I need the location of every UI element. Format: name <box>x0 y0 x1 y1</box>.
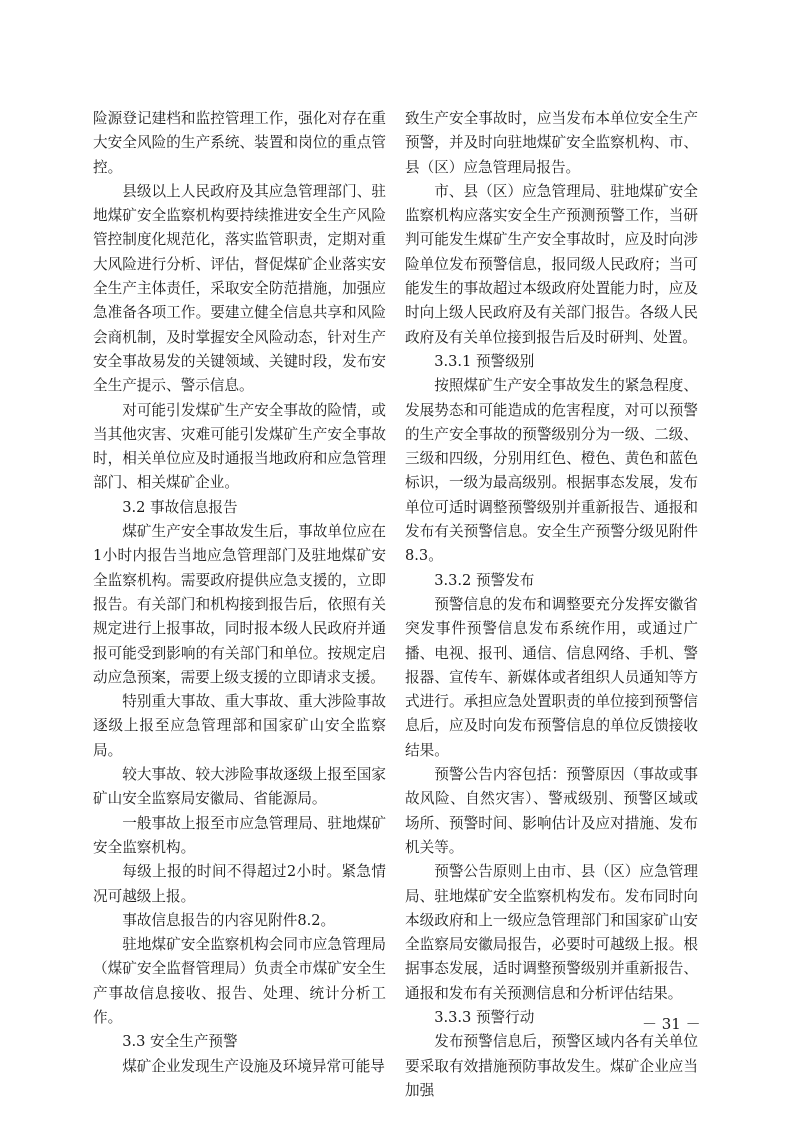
paragraph: 县级以上人民政府及其应急管理部门、驻地煤矿安全监察机构要持续推进安全生产风险管控制度化规范化，落实监管职责，定期对重大风险进行分析、评估，督促煤矿企业落实安全生产主体责任，采取安全防范措施，加强应急准备各项工作。要建立健全信息共享和风险会商机制，及时掌握安全风险动态，针对生产安全事故易发的关键领域、关键时段，发布安全生产提示、警示信息。 <box>93 182 386 395</box>
paragraph: 煤矿生产安全事故发生后，事故单位应在1小时内报告当地应急管理部门及驻地煤矿安全监察机构。需要政府提供应急支援的，立即报告。有关部门和机构接到报告后，依照有关规定进行上报事故，同时报本级人民政府并通报可能受到影响的有关部门和单位。按规定启动应急预案，需要上级支援的立即请求支援。 <box>93 523 386 686</box>
paragraph: 煤矿企业发现生产设施及环境异常可能导 <box>122 1057 385 1075</box>
section-heading: 3.3 安全生产预警 <box>122 1033 238 1051</box>
paragraph: 发布预警信息后，预警区域内各有关单位要采取有效措施预防事故发生。煤矿企业应当加强 <box>405 1033 698 1099</box>
section-heading: 3.3.2 预警发布 <box>434 571 535 589</box>
paragraph: 预警公告原则上由市、县（区）应急管理局、驻地煤矿安全监察机构发布。发布同时向本级政府和上一级应急管理部门和国家矿山安全监察局安徽局报告，必要时可越级上报。根据事态发展，适时调整预警级别并重新报告、通报和发布有关预测信息和分析评估结果。 <box>405 863 698 1002</box>
page-number: － 31 － <box>642 1015 701 1033</box>
paragraph: 事故信息报告的内容见附件8.2。 <box>122 911 336 929</box>
paragraph: 较大事故、较大涉险事故逐级上报至国家矿山安全监察局安徽局、省能源局。 <box>93 766 386 808</box>
right-column <box>405 107 698 1103</box>
paragraph: 市、县（区）应急管理局、驻地煤矿安全监察机构应落实安全生产预测预警工作，当研判可能发生煤矿生产安全事故时，应及时向涉险单位发布预警信息，报同级人民政府；当可能发生的事故超过本级政府处置能力时，应及时向上级人民政府及有关部门报告。各级人民政府及有关单位接到报告后及时研判、处置。 <box>405 182 698 346</box>
paragraph: 按照煤矿生产安全事故发生的紧急程度、发展势态和可能造成的危害程度，对可以预警的生产安全事故的预警级别分为一级、二级、三级和四级，分别用红色、橙色、黄色和蓝色标识，一级为最高级别。根据事态发展，发布单位可适时调整预警级别并重新报告、通报和发布有关预警信息。安全生产预警分级见附件8.3。 <box>405 377 698 565</box>
paragraph: 一般事故上报至市应急管理局、驻地煤矿安全监察机构。 <box>93 814 386 856</box>
section-heading: 3.2 事故信息报告 <box>122 498 238 516</box>
left-column <box>93 107 386 1079</box>
paragraph: 驻地煤矿安全监察机构会同市应急管理局（煤矿安全监督管理局）负责全市煤矿安全生产事故信息接收、报告、处理、统计分析工作。 <box>93 936 386 1026</box>
paragraph: 每级上报的时间不得超过2小时。紧急情况可越级上报。 <box>93 863 386 905</box>
paragraph: 预警信息的发布和调整要充分发挥安徽省突发事件预警信息发布系统作用，或通过广播、电视、报刊、通信、信息网络、手机、警报器、宣传车、新媒体或者组织人员通知等方式进行。承担应急处置职责的单位接到预警信息后，应及时向发布预警信息的单位反馈接收结果。 <box>405 595 698 759</box>
paragraph: 预警公告内容包括：预警原因（事故或事故风险、自然灾害）、警戒级别、预警区域或场所、预警时间、影响估计及应对措施、发布机关等。 <box>405 766 698 856</box>
paragraph: 对可能引发煤矿生产安全事故的险情，或当其他灾害、灾难可能引发煤矿生产安全事故时，相关单位应及时通报当地政府和应急管理部门、相关煤矿企业。 <box>93 401 386 492</box>
paragraph: 险源登记建档和监控管理工作，强化对存在重大安全风险的生产系统、装置和岗位的重点管控。 <box>93 110 386 176</box>
section-heading: 3.3.1 预警级别 <box>434 352 535 370</box>
section-heading: 3.3.3 预警行动 <box>434 1008 535 1026</box>
paragraph: 特别重大事故、重大事故、重大涉险事故逐级上报至应急管理部和国家矿山安全监察局。 <box>93 693 386 759</box>
paragraph: 致生产安全事故时，应当发布本单位安全生产预警，并及时向驻地煤矿安全监察机构、市、县（区）应急管理局报告。 <box>405 110 698 176</box>
